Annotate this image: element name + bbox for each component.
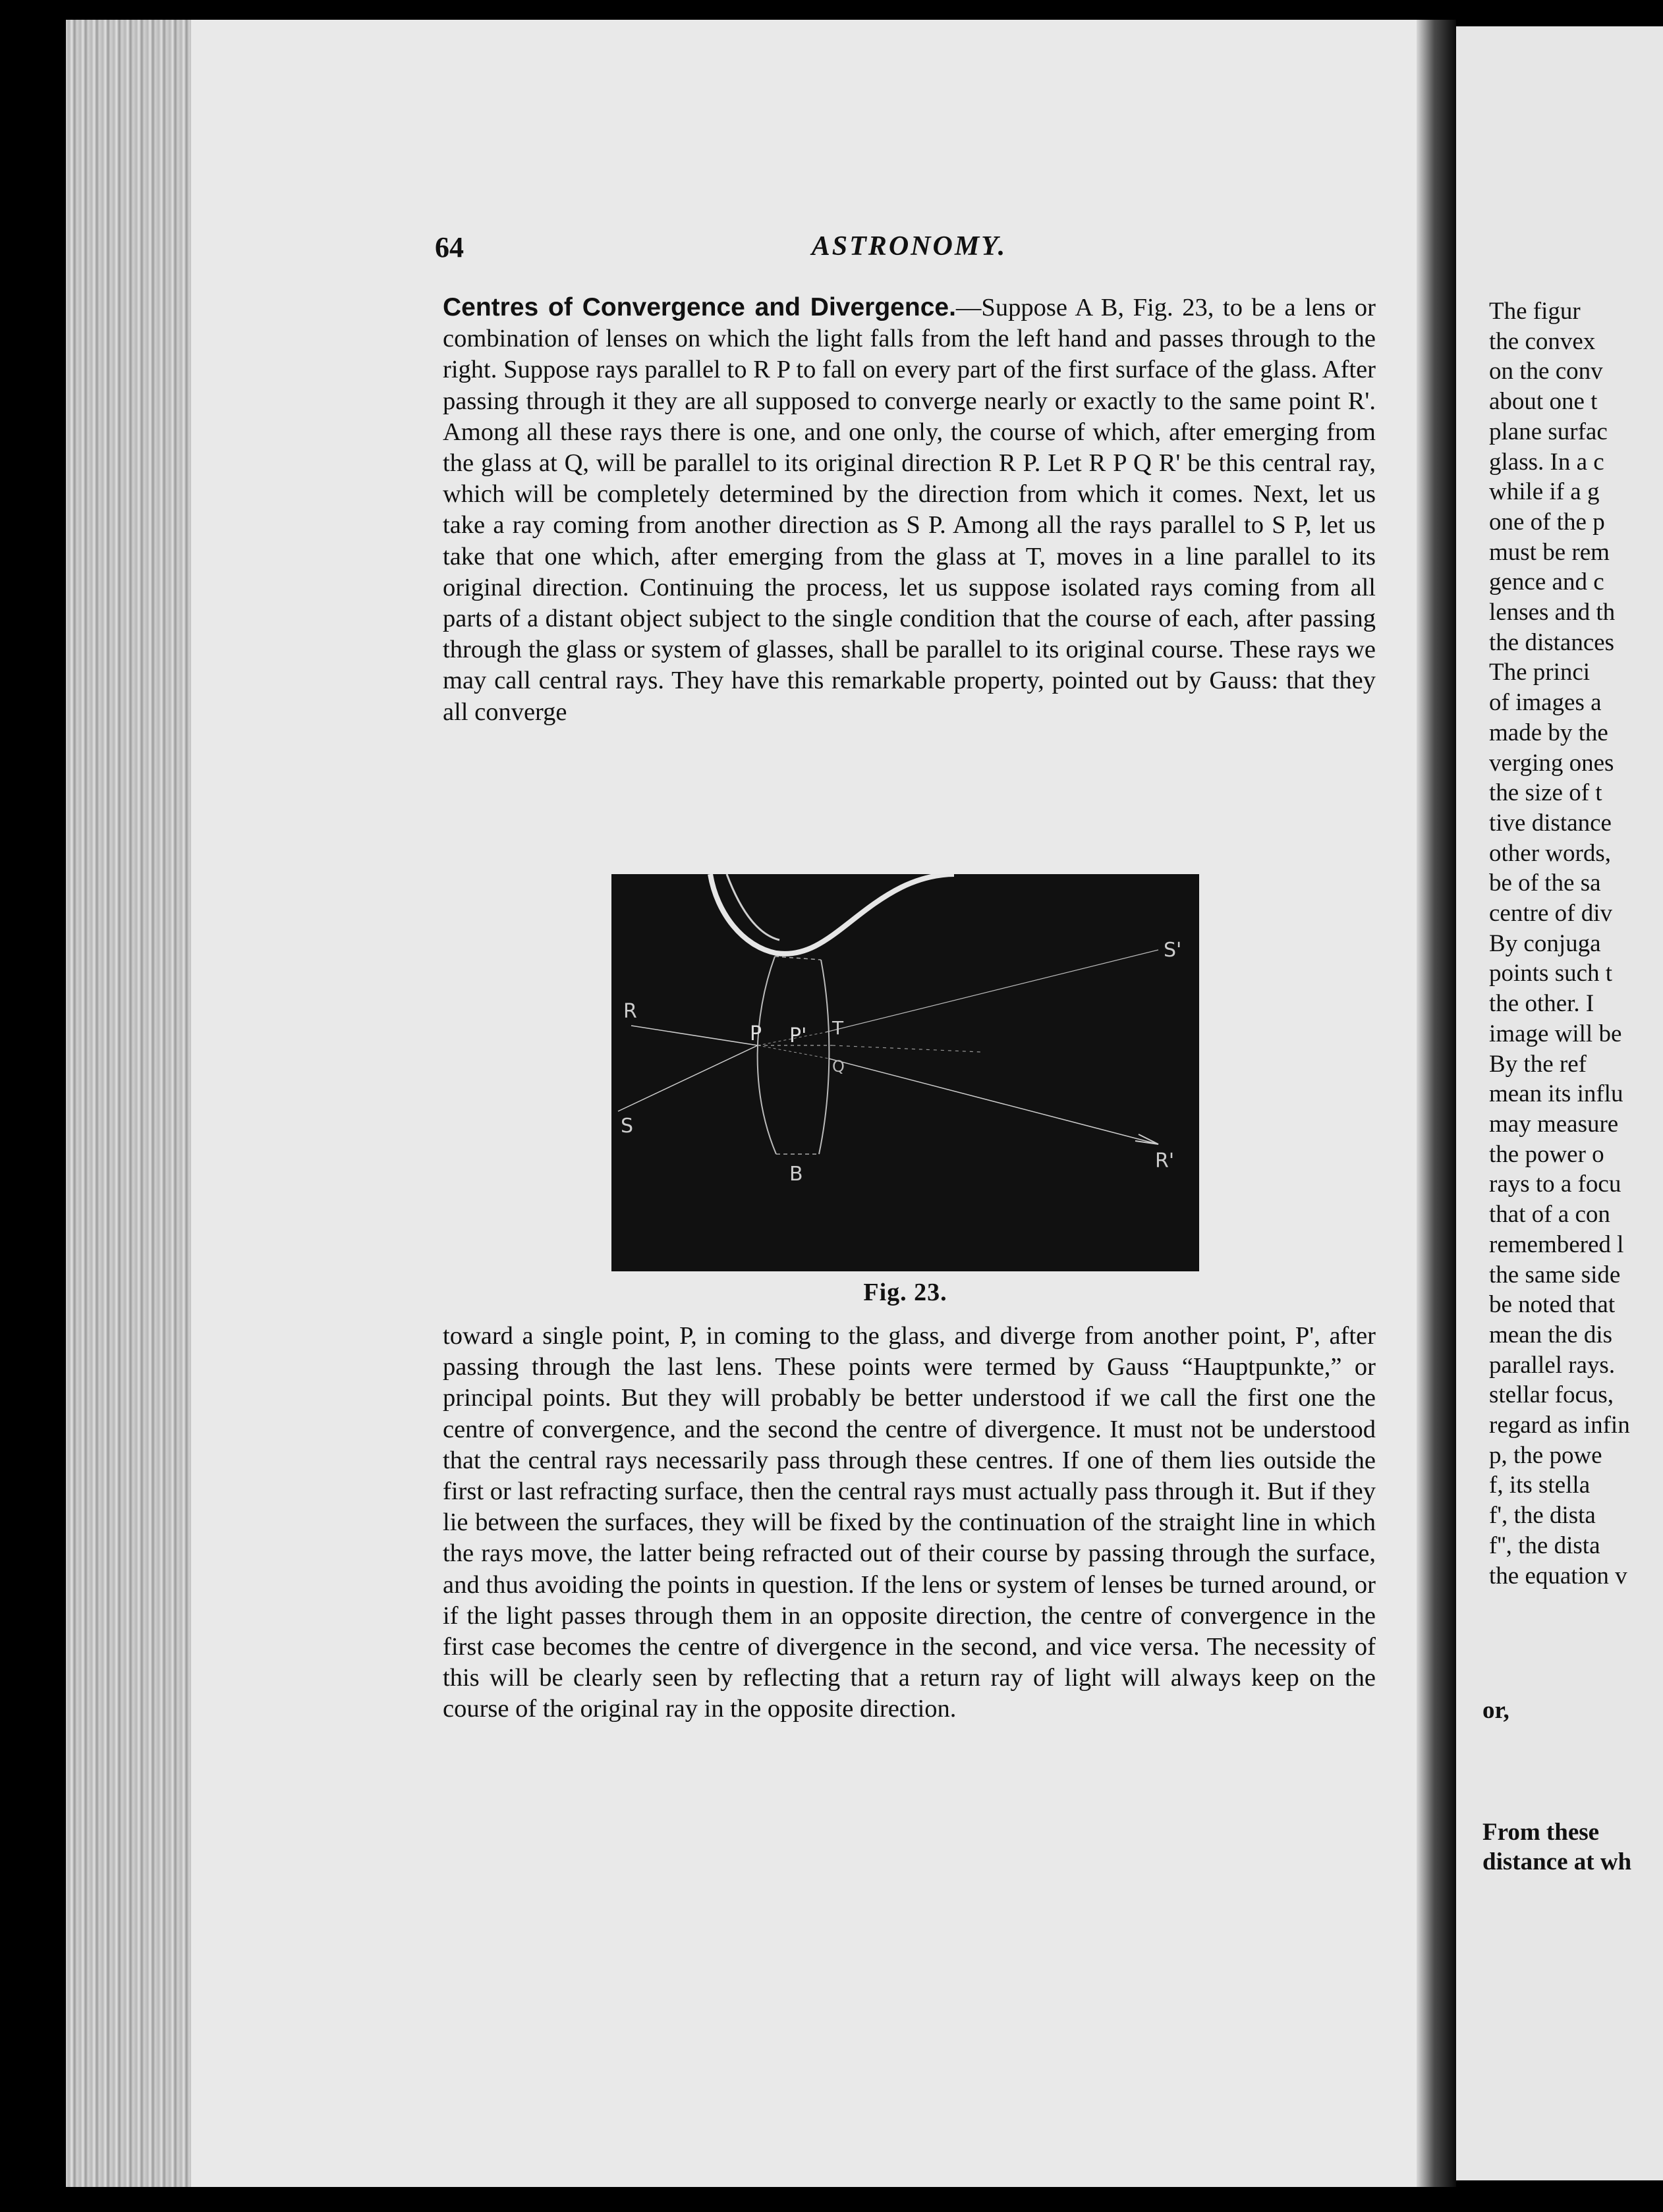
lens-diagram — [611, 874, 1199, 1271]
right-page-line: on the conv — [1489, 358, 1603, 385]
paragraph-1-block — [443, 292, 1376, 728]
lens-top-edge — [775, 956, 821, 960]
right-page-line: the other. I — [1489, 990, 1594, 1018]
right-page-line: rays to a focu — [1489, 1171, 1621, 1198]
book-page-edges — [66, 20, 198, 2187]
right-page-line: about one t — [1489, 388, 1598, 416]
right-page-line: be of the sa — [1489, 870, 1601, 897]
label-p-prime: P' — [789, 1024, 807, 1047]
right-page-line: the equation v — [1489, 1562, 1627, 1590]
right-page-line: the power o — [1489, 1140, 1604, 1168]
right-page-line: one of the p — [1489, 508, 1605, 536]
ray-p-to-q — [758, 1045, 829, 1059]
right-page-line: gence and c — [1489, 568, 1604, 596]
axis-extension — [832, 1045, 980, 1052]
right-page-line: plane surfac — [1489, 418, 1608, 445]
right-page-line: image will be — [1489, 1020, 1622, 1047]
right-page-line: glass. In a c — [1489, 448, 1604, 476]
right-page-line: tive distance — [1489, 809, 1612, 837]
label-q: Q — [832, 1057, 845, 1076]
right-page-line: verging ones — [1489, 749, 1614, 777]
right-page-line: of images a — [1489, 689, 1602, 717]
label-s: S — [621, 1115, 634, 1138]
lens-surface-front — [758, 956, 776, 1154]
page-header — [435, 231, 1384, 270]
right-page-line: the convex — [1489, 327, 1596, 355]
paragraph-2: toward a single point, P, in coming to the glass, and diverge from another point, P', after passing through the last lens. These points were termed by Gauss “Hauptpunkte,” or principal points. But they will probably be better understood if we call the first one the centre of convergence, and the second the centre of divergence. It must not be understood that the central rays necessarily pass through these centres. If one of them lies outside the first or last refracting surface, then the central rays must actually pass through it. But if they lie between the surfaces, they will be fixed by the continuation of the straight line in which the rays move, the latter being refracted out of their course by passing through the surface, and thus avoiding the points in question. If the lens or system of lenses be turned around, or if the light passes through them in an opposite direction, the centre of convergence in the first case becomes the centre of divergence in the second, and vice versa. The necessity of this will be clearly seen by reflecting that a return ray of light will always keep on the course of the original ray in the opposite direction. — [443, 1322, 1376, 1723]
book-gutter — [1417, 20, 1456, 2187]
right-page-line: The princi — [1489, 659, 1591, 686]
right-page-line: parallel rays. — [1489, 1351, 1616, 1379]
ray-q-to-r-prime — [829, 1059, 1158, 1144]
running-head: ASTRONOMY. — [811, 231, 1007, 262]
label-s-prime: S' — [1164, 939, 1182, 962]
right-page-line: the size of t — [1489, 779, 1602, 807]
right-page-line: By the ref — [1489, 1050, 1587, 1078]
right-page-line: be noted that — [1489, 1291, 1616, 1319]
section-heading: Centres of Convergence and Divergence. — [443, 293, 956, 321]
page-number: 64 — [435, 231, 464, 263]
right-page-line: mean the dis — [1489, 1321, 1613, 1348]
right-page-line: f, its stella — [1489, 1472, 1591, 1499]
right-page-line: the same side — [1489, 1261, 1621, 1288]
label-p: P — [750, 1022, 762, 1045]
right-page-line: p, the powe — [1489, 1441, 1602, 1469]
right-page-text — [1489, 296, 1663, 1591]
right-page-line: lenses and th — [1489, 599, 1616, 626]
right-page-line: while if a g — [1489, 478, 1600, 506]
figure-caption: Fig. 23. — [863, 1279, 947, 1306]
right-page-from-these: From these — [1482, 1819, 1600, 1846]
right-page-line: other words, — [1489, 839, 1611, 867]
ray-r-to-p — [631, 1026, 758, 1045]
right-page-line: remembered l — [1489, 1230, 1624, 1258]
right-page-line: f', the dista — [1489, 1502, 1596, 1530]
figure-23 — [611, 874, 1199, 1271]
right-page-line: The figur — [1489, 298, 1581, 325]
paragraph-1-text: —Suppose A B, Fig. 23, to be a lens or combination of lenses on which the light falls from the left hand and passes through to the right. Suppose rays parallel to R P to fall on every part of the first surface of the glass. After passing through it they are all supposed to converge nearly or exactly to the same point R'. Among all these rays there is one, and one only, the course of which, after emerging from the glass at Q, will be parallel to its original direction R P. Let R P Q R' be this central ray, which will be completely determined by the direction from which it comes. Next, let us take a ray coming from another direction as S P. Among all the rays parallel to S P, let us take that one which, after emerging from the glass at T, moves in a line parallel to its original direction. Continuing the process, let us suppose isolated rays coming from all parts of a distant object subject to the single condition that the course of each, after passing through the glass or system of glasses, shall be parallel to its original course. These rays we may call central rays. They have this remarkable property, pointed out by Gauss: that they all converge — [443, 294, 1376, 726]
right-page-line: stellar focus, — [1489, 1381, 1614, 1409]
ray-s-to-p — [618, 1045, 758, 1111]
right-page-line: made by the — [1489, 719, 1608, 746]
ray-t-to-s-prime — [826, 950, 1158, 1032]
right-page-line: By conjuga — [1489, 929, 1601, 957]
right-page-line: mean its influ — [1489, 1080, 1623, 1108]
right-page-line: must be rem — [1489, 538, 1610, 566]
right-page-line: that of a con — [1489, 1201, 1610, 1229]
right-page-or: or, — [1482, 1697, 1509, 1724]
right-page-line: regard as infin — [1489, 1412, 1630, 1439]
label-r-prime: R' — [1155, 1149, 1175, 1173]
label-r: R — [623, 1000, 637, 1023]
right-page-line: the distances — [1489, 628, 1615, 656]
right-page-line: f'', the dista — [1489, 1532, 1600, 1559]
right-page-distance-line: distance at wh — [1482, 1848, 1632, 1875]
right-page-line: centre of div — [1489, 900, 1612, 927]
right-page-line: may measure — [1489, 1110, 1619, 1138]
label-t: T — [832, 1017, 844, 1039]
right-page — [1456, 26, 1663, 2180]
label-b: B — [789, 1163, 803, 1186]
right-page-line: points such t — [1489, 960, 1613, 987]
